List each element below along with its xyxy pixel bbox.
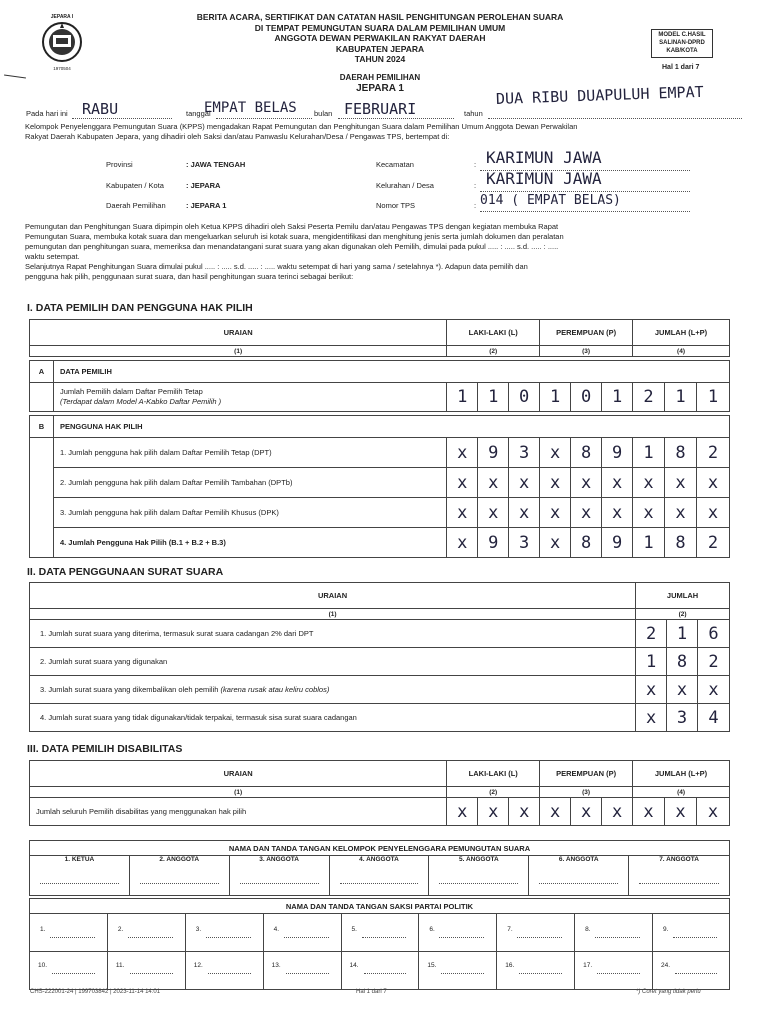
s2-r4-digit[interactable]: 4 — [698, 704, 730, 732]
s2-r3-digit[interactable]: x — [667, 676, 698, 704]
s3-digit[interactable]: x — [447, 798, 478, 826]
s2-r1-digit[interactable]: 6 — [698, 620, 730, 648]
sig-label: 1. KETUA — [64, 856, 95, 863]
s1-b2-digit[interactable]: x — [602, 468, 633, 498]
s3-digit[interactable]: x — [696, 798, 729, 826]
saksi-number: 11. — [115, 962, 125, 969]
s1-b-row-label: 3. Jumlah pengguna hak pilih dalam Daftar Pemilih Khusus (DPK) — [53, 498, 446, 528]
s1-b4-digit[interactable]: 8 — [665, 528, 697, 558]
s1-a-title: DATA PEMILIH — [53, 361, 729, 383]
dapil-name: JEPARA 1 — [356, 83, 404, 94]
s1-b3-digit[interactable]: x — [571, 498, 602, 528]
saksi-number: 10. — [38, 962, 48, 969]
title-line-3: ANGGOTA DEWAN PERWAKILAN RAKYAT DAERAH — [274, 33, 486, 43]
saksi-slot[interactable] — [107, 952, 185, 990]
procedure-paragraph — [25, 222, 745, 282]
footer-code: CHS-222001-24 | 199703842 | 2023-11-14 14:01 — [30, 989, 161, 995]
s1-b-row-label: 2. Jumlah pengguna hak pilih dalam Daftar Pemilih Tambahan (DPTb) — [53, 468, 446, 498]
s3-sub-3: (3) — [540, 787, 633, 798]
s1-header-perempuan: PEREMPUAN (P) — [540, 320, 633, 346]
saksi-slot[interactable] — [653, 952, 730, 990]
saksi-slot[interactable] — [341, 914, 419, 952]
s1-b2-digit[interactable]: x — [540, 468, 571, 498]
sig-label: 5. ANGGOTA — [458, 856, 499, 863]
kecamatan-label: Kecamatan — [376, 160, 414, 169]
saksi-slot[interactable] — [30, 914, 108, 952]
sig-anggota[interactable] — [629, 856, 730, 896]
saksi-number: 7. — [507, 926, 513, 933]
s1-b2-digit[interactable]: x — [509, 468, 540, 498]
s1-b-row-label: 1. Jumlah pengguna hak pilih dalam Daftar Pemilih Tetap (DPT) — [53, 438, 446, 468]
s1-a-digit[interactable]: 1 — [665, 383, 697, 412]
s2-row-label — [30, 676, 636, 704]
model-line-1: MODEL C.HASIL — [658, 32, 706, 38]
kpps-signature-table — [29, 840, 730, 896]
sig-ketua[interactable] — [30, 856, 130, 896]
s1-b1-digit[interactable]: 8 — [665, 438, 697, 468]
section-2-title: II. DATA PENGGUNAAN SURAT SUARA — [27, 566, 224, 578]
sig-anggota[interactable] — [529, 856, 629, 896]
s2-row-label: 4. Jumlah surat suara yang tidak digunakan/tidak terpakai, termasuk sisa surat suara cadangan — [30, 704, 636, 732]
s1-a-row-label-2: (Terdapat dalam Model A-Kabko Daftar Pemilih ) — [59, 397, 222, 406]
s3-sub-2: (2) — [447, 787, 540, 798]
s1-b4-digit[interactable]: 2 — [696, 528, 729, 558]
s1-b1-digit[interactable]: x — [540, 438, 571, 468]
section-1-title: I. DATA PEMILIH DAN PENGGUNA HAK PILIH — [27, 302, 253, 314]
tanggal-label: tanggal — [186, 109, 211, 118]
s1-sub-4: (4) — [633, 346, 730, 357]
s1-b3-digit[interactable]: x — [696, 498, 729, 528]
logo-bottom-text: 1970504 — [53, 66, 71, 71]
s1-a-row-label-1: Jumlah Pemilih dalam Daftar Pemilih Tetap — [59, 387, 203, 396]
s2-r1-digit[interactable]: 1 — [667, 620, 698, 648]
s1-b2-digit[interactable]: x — [696, 468, 729, 498]
s1-b4-digit[interactable]: 8 — [571, 528, 602, 558]
saksi-slot[interactable] — [185, 952, 263, 990]
s2-sub-2: (2) — [636, 609, 730, 620]
s3-digit[interactable]: x — [509, 798, 540, 826]
section-2-table — [29, 582, 730, 732]
p1-line-3: pemungutan dan penghitungan suara, memeriksa dan menandatangani surat suara yang akan digunakan oleh Pemilih, dimulai pada pukul ..... : ..... s.d. ..... : ..... — [25, 242, 559, 251]
p1-line-1: Pemungutan dan Penghitungan Suara dipimpin oleh Ketua KPPS dihadiri oleh Saksi Peserta Pemilu dan/atau Pengawas TPS dengan kegiatan membuka Rapat — [25, 222, 559, 231]
s1-b1-digit[interactable]: 2 — [696, 438, 729, 468]
s2-r3-digit[interactable]: x — [698, 676, 730, 704]
section-3-title: III. DATA PEMILIH DISABILITAS — [27, 743, 183, 755]
s1-b4-digit[interactable]: 9 — [478, 528, 509, 558]
s2-row-label: 2. Jumlah surat suara yang digunakan — [30, 648, 636, 676]
provinsi-label: Provinsi — [106, 160, 133, 169]
s1-header-laki: LAKI-LAKI (L) — [447, 320, 540, 346]
provinsi-value: : JAWA TENGAH — [186, 160, 246, 169]
p2-line-1: Selanjutnya Rapat Penghitungan Suara dimulai pukul ..... : ..... s.d. ..... : ..... waktu setempat di hari yang sama / setelahnya *). Adapun data pemilih dan — [25, 262, 528, 271]
s1-a-digit[interactable]: 0 — [509, 383, 540, 412]
s1-a-letter: A — [30, 361, 54, 383]
s1-header-uraian: URAIAN — [30, 320, 447, 346]
saksi-slot[interactable] — [263, 914, 341, 952]
bulan-label: bulan — [314, 109, 333, 118]
s1-b-title: PENGGUNA HAK PILIH — [53, 416, 729, 438]
s3-header-laki: LAKI-LAKI (L) — [447, 761, 540, 787]
tps-colon: : — [474, 201, 477, 210]
s1-a-digit[interactable]: 1 — [478, 383, 509, 412]
s2-row-label: 1. Jumlah surat suara yang diterima, termasuk surat suara cadangan 2% dari DPT — [30, 620, 636, 648]
title-line-4: KABUPATEN JEPARA — [335, 43, 425, 54]
s1-a-digit[interactable]: 0 — [571, 383, 602, 412]
saksi-slot[interactable] — [419, 914, 497, 952]
hari-dots — [72, 118, 172, 119]
p2-line-2: pengguna hak pilih, penggunaan surat suara, dan hasil penghitungan suara terinci sebagai berikut: — [25, 272, 354, 281]
saksi-title: NAMA DAN TANDA TANGAN SAKSI PARTAI POLITIK — [30, 899, 730, 914]
saksi-slot[interactable] — [497, 914, 575, 952]
saksi-number: 3. — [195, 926, 202, 933]
tps-label: Nomor TPS — [376, 201, 416, 210]
s3-header-jumlah: JUMLAH (L+P) — [633, 761, 730, 787]
s1-a-digit[interactable]: 1 — [540, 383, 571, 412]
opening-line-3: Rakyat Daerah Kabupaten Jepara, yang dihadiri oleh Saksi dan/atau Panwaslu Kelurahan/Desa / Pengawas TPS, bertempat di: — [25, 132, 450, 141]
kpu-emblem-icon — [38, 20, 86, 64]
tanggal-dots — [216, 118, 312, 119]
s1-b1-digit[interactable]: 9 — [602, 438, 633, 468]
s3-row-label: Jumlah seluruh Pemilih disabilitas yang menggunakan hak pilih — [30, 798, 447, 826]
s1-a-row-label — [53, 383, 446, 412]
s1-b3-digit[interactable]: x — [447, 498, 478, 528]
dapil-heading — [300, 72, 460, 94]
saksi-slot[interactable] — [185, 914, 263, 952]
saksi-number: 14. — [349, 962, 359, 969]
model-line-3: KAB/KOTA — [666, 48, 698, 54]
logo-mid-text: KOMISI — [54, 43, 70, 48]
saksi-number: 12. — [193, 962, 203, 969]
s1-b1-digit[interactable]: 9 — [478, 438, 509, 468]
s1-b3-digit[interactable]: x — [478, 498, 509, 528]
s3-header-uraian: URAIAN — [30, 761, 447, 787]
s1-sub-1: (1) — [30, 346, 447, 357]
sig-label: 4. ANGGOTA — [359, 856, 399, 863]
s1-b3-digit[interactable]: x — [509, 498, 540, 528]
p1-line-4: waktu setempat. — [25, 252, 80, 261]
tps-value[interactable]: 014 ( EMPAT BELAS) — [480, 193, 621, 208]
saksi-slot[interactable] — [575, 952, 653, 990]
s1-a-digit[interactable]: 1 — [696, 383, 729, 412]
kelurahan-label: Kelurahan / Desa — [376, 181, 434, 190]
sig-anggota[interactable] — [129, 856, 229, 896]
saksi-slot[interactable] — [653, 914, 730, 952]
bulan-value[interactable]: FEBRUARI — [344, 100, 417, 118]
sig-anggota[interactable] — [329, 856, 429, 896]
tps-dots — [480, 211, 690, 212]
footer-page: Hal 1 dari 7 — [356, 989, 387, 995]
sig-label: 3. ANGGOTA — [259, 856, 299, 863]
s2-r2-digit[interactable]: 2 — [698, 648, 730, 676]
s1-b2-digit[interactable]: x — [478, 468, 509, 498]
tahun-value[interactable]: DUA RIBU DUAPULUH EMPAT — [495, 82, 704, 108]
saksi-number: 5. — [351, 926, 357, 933]
tahun-dots — [488, 118, 742, 119]
footer-note: *) Coret yang tidak perlu — [636, 989, 701, 995]
kabupaten-label: Kabupaten / Kota — [106, 181, 164, 190]
s2-sub-1: (1) — [30, 609, 636, 620]
s1-b4-digit[interactable]: 3 — [509, 528, 540, 558]
saksi-row-2 — [30, 952, 730, 990]
s1-sub-3: (3) — [540, 346, 633, 357]
s3-digit[interactable]: x — [478, 798, 509, 826]
kelurahan-value[interactable]: KARIMUN JAWA — [486, 169, 602, 188]
s2-r4-digit[interactable]: x — [636, 704, 667, 732]
kecamatan-colon: : — [474, 160, 477, 169]
kelurahan-dots — [480, 191, 690, 192]
bulan-dots — [338, 118, 454, 119]
s3-digit[interactable]: x — [665, 798, 697, 826]
section-1-table — [29, 319, 730, 558]
s3-sub-4: (4) — [633, 787, 730, 798]
margin-mark — [4, 74, 26, 78]
hari-value[interactable]: RABU — [82, 100, 119, 118]
s1-b4-digit[interactable]: x — [447, 528, 478, 558]
s2-r2-digit[interactable]: 8 — [667, 648, 698, 676]
model-line-2: SALINAN-DPRD — [659, 40, 705, 46]
saksi-slot[interactable] — [575, 914, 653, 952]
s3-digit[interactable]: x — [602, 798, 633, 826]
saksi-number: 16. — [505, 962, 515, 969]
p1-line-2: Pemungutan Suara, membuka kotak suara dan mengeluarkan seluruh isi kotak suara, mengidentifikasi dan menghitung jenis serta jumlah dokumen dan peralatan — [25, 232, 564, 241]
saksi-slot[interactable] — [107, 914, 185, 952]
s1-b2-digit[interactable]: x — [665, 468, 697, 498]
kabupaten-value: : JEPARA — [186, 181, 221, 190]
logo-top-text: JEPARA I — [50, 14, 74, 20]
s1-a-digit[interactable]: 1 — [602, 383, 633, 412]
s3-digit[interactable]: x — [540, 798, 571, 826]
s2-header-jumlah: JUMLAH — [636, 583, 730, 609]
document-title — [140, 12, 620, 65]
saksi-signature-table — [29, 898, 730, 990]
section-3-table — [29, 760, 730, 826]
s2-r2-digit[interactable]: 1 — [636, 648, 667, 676]
s3-header-perempuan: PEREMPUAN (P) — [540, 761, 633, 787]
s1-b3-digit[interactable]: x — [665, 498, 697, 528]
saksi-slot[interactable] — [341, 952, 419, 990]
s1-header-jumlah: JUMLAH (L+P) — [633, 320, 730, 346]
location-block — [106, 148, 726, 214]
sig-label: 6. ANGGOTA — [558, 856, 599, 863]
s1-b-letter: B — [30, 416, 54, 438]
saksi-number: 13. — [271, 962, 281, 969]
s3-digit[interactable]: x — [633, 798, 665, 826]
opening-paragraph — [25, 122, 745, 142]
s1-sub-2: (2) — [447, 346, 540, 357]
s1-b3-digit[interactable]: x — [540, 498, 571, 528]
kecamatan-value[interactable]: KARIMUN JAWA — [486, 148, 602, 167]
dapil-location-label: Daerah Pemilihan — [106, 201, 166, 210]
saksi-slot[interactable] — [419, 952, 497, 990]
saksi-number: 1. — [40, 926, 46, 933]
kelurahan-colon: : — [474, 181, 477, 190]
saksi-number: 8. — [585, 926, 591, 933]
s2-r3-digit[interactable]: x — [636, 676, 667, 704]
pada-hari-ini-label: Pada hari ini — [26, 109, 68, 118]
saksi-row-1 — [30, 914, 730, 952]
s1-b4-digit[interactable]: x — [540, 528, 571, 558]
sig-label: 7. ANGGOTA — [659, 856, 699, 863]
saksi-number: 24. — [661, 962, 671, 969]
dapil-location-value: : JEPARA 1 — [186, 201, 227, 210]
opening-line-2: Kelompok Penyelenggara Pemungutan Suara (KPPS) mengadakan Rapat Pemungutan dan Penghitungan Suara dalam Pemilihan Umum Anggota Dewan Perwakilan — [25, 122, 578, 131]
sig-anggota[interactable] — [429, 856, 529, 896]
s1-b4-digit[interactable]: 1 — [633, 528, 665, 558]
s1-b-total-label: 4. Jumlah Pengguna Hak Pilih (B.1 + B.2 + B.3) — [53, 528, 446, 558]
saksi-number: 17. — [583, 962, 593, 969]
s2-r4-digit[interactable]: 3 — [667, 704, 698, 732]
s3-sub-1: (1) — [30, 787, 447, 798]
s1-b3-digit[interactable]: x — [602, 498, 633, 528]
s1-b3-digit[interactable]: x — [633, 498, 665, 528]
s1-b1-digit[interactable]: 1 — [633, 438, 665, 468]
saksi-number: 4. — [273, 926, 280, 933]
tanggal-value[interactable]: EMPAT BELAS — [204, 100, 297, 116]
kpps-title: NAMA DAN TANDA TANGAN KELOMPOK PENYELENGGARA PEMUNGUTAN SUARA — [30, 841, 730, 856]
sig-label: 2. ANGGOTA — [159, 856, 200, 863]
s1-b1-digit[interactable]: 3 — [509, 438, 540, 468]
model-box — [651, 29, 713, 58]
dapil-label: DAERAH PEMILIHAN — [339, 73, 421, 82]
s1-b4-digit[interactable]: 9 — [602, 528, 633, 558]
s1-a-digit[interactable]: 1 — [447, 383, 478, 412]
s1-b1-digit[interactable]: x — [447, 438, 478, 468]
title-line-2: DI TEMPAT PEMUNGUTAN SUARA DALAM PEMILIHAN UMUM — [254, 22, 506, 33]
s1-b1-digit[interactable]: 8 — [571, 438, 602, 468]
s1-b2-digit[interactable]: x — [571, 468, 602, 498]
s2-row-3-label: 3. Jumlah surat suara yang dikembalikan oleh pemilih — [40, 685, 219, 694]
saksi-slot[interactable] — [497, 952, 575, 990]
saksi-number: 2. — [117, 926, 124, 933]
page-indicator: Hal 1 dari 7 — [662, 64, 700, 71]
saksi-number: 6. — [429, 926, 435, 933]
sig-anggota[interactable] — [229, 856, 329, 896]
title-line-1: BERITA ACARA, SERTIFIKAT DAN CATATAN HASIL PENGHITUNGAN PEROLEHAN SUARA — [196, 12, 564, 22]
s1-b2-digit[interactable]: x — [633, 468, 665, 498]
s2-row-3-note: (karena rusak atau keliru coblos) — [220, 685, 330, 694]
s1-a-digit[interactable]: 2 — [633, 383, 665, 412]
saksi-number: 9. — [663, 926, 669, 933]
title-line-5: TAHUN 2024 — [354, 54, 406, 64]
s3-digit[interactable]: x — [571, 798, 602, 826]
tahun-label: tahun — [464, 109, 483, 118]
kpu-logo — [38, 14, 86, 78]
s1-b2-digit[interactable]: x — [447, 468, 478, 498]
s2-header-uraian: URAIAN — [30, 583, 636, 609]
saksi-slot[interactable] — [30, 952, 108, 990]
s2-r1-digit[interactable]: 2 — [636, 620, 667, 648]
saksi-number: 15. — [427, 962, 437, 969]
saksi-slot[interactable] — [263, 952, 341, 990]
